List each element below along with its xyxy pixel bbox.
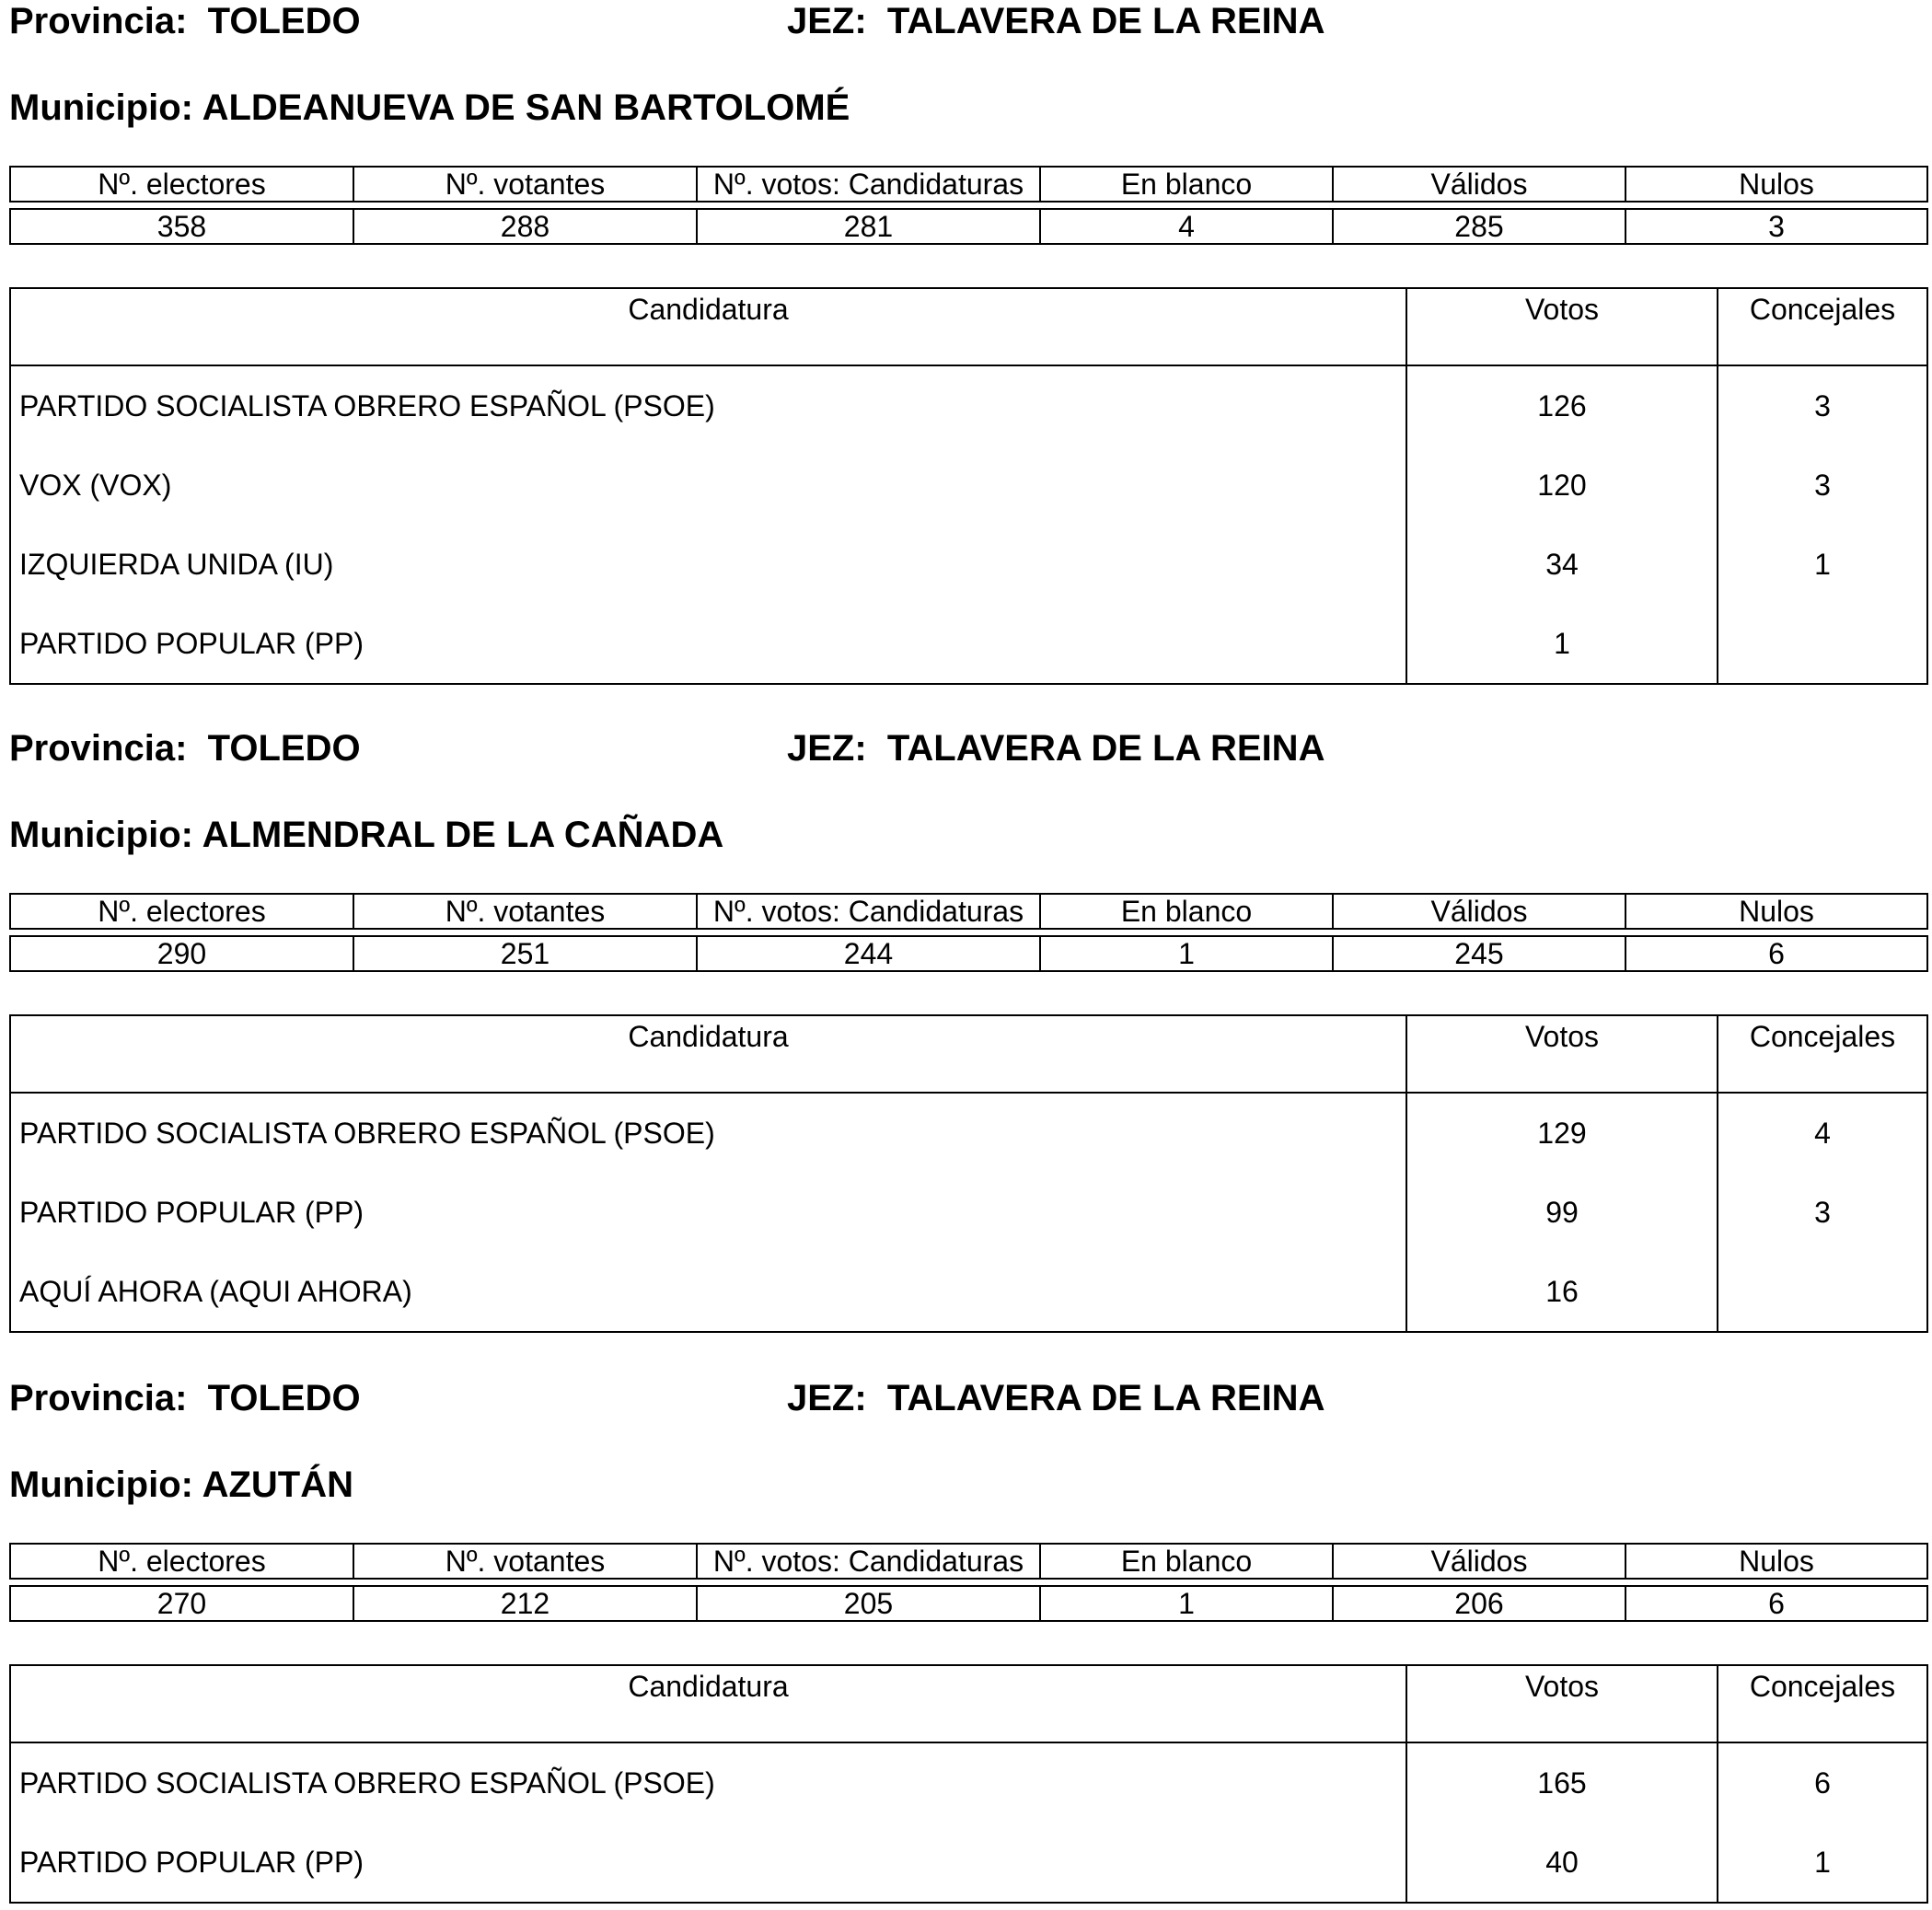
table-row bbox=[10, 1823, 1927, 1903]
candidatura-name: PARTIDO SOCIALISTA OBRERO ESPAÑOL (PSOE) bbox=[10, 1093, 1406, 1173]
stats-header: Nº. votantes bbox=[353, 894, 697, 929]
stats-header-row bbox=[10, 1544, 1927, 1579]
concejales-value: 3 bbox=[1718, 365, 1927, 446]
table-row bbox=[10, 1093, 1927, 1173]
votos-value: 40 bbox=[1406, 1823, 1718, 1903]
provincia-label: Provincia: TOLEDO bbox=[9, 1, 361, 41]
table-row bbox=[10, 1252, 1927, 1332]
municipio-title: Municipio: ALMENDRAL DE LA CAÑADA bbox=[9, 815, 724, 855]
stats-value: 244 bbox=[697, 936, 1040, 971]
concejales-header: Concejales bbox=[1718, 288, 1927, 365]
concejales-header: Concejales bbox=[1718, 1665, 1927, 1742]
stats-value: 6 bbox=[1625, 1586, 1927, 1621]
stats-value-row bbox=[10, 1586, 1927, 1621]
stats-value: 212 bbox=[353, 1586, 697, 1621]
candidatura-name: VOX (VOX) bbox=[10, 446, 1406, 525]
candidaturas-table bbox=[9, 287, 1928, 685]
table-row bbox=[10, 446, 1927, 525]
candidatura-header: Candidatura bbox=[10, 288, 1406, 365]
provincia-label: Provincia: TOLEDO bbox=[9, 728, 361, 769]
candidatura-name: PARTIDO SOCIALISTA OBRERO ESPAÑOL (PSOE) bbox=[10, 365, 1406, 446]
candidatura-name: PARTIDO POPULAR (PP) bbox=[10, 604, 1406, 684]
municipio-title: Municipio: AZUTÁN bbox=[9, 1464, 354, 1505]
votos-value: 120 bbox=[1406, 446, 1718, 525]
jez-label: JEZ: TALAVERA DE LA REINA bbox=[787, 1378, 1325, 1418]
stats-value-row bbox=[10, 209, 1927, 244]
stats-header: Nº. electores bbox=[10, 167, 353, 202]
stats-table bbox=[9, 1543, 1928, 1622]
stats-value: 251 bbox=[353, 936, 697, 971]
stats-table bbox=[9, 166, 1928, 245]
jez-label: JEZ: TALAVERA DE LA REINA bbox=[787, 1, 1325, 41]
stats-value: 1 bbox=[1040, 936, 1333, 971]
votos-value: 126 bbox=[1406, 365, 1718, 446]
votos-value: 34 bbox=[1406, 525, 1718, 604]
stats-header: Nulos bbox=[1625, 167, 1927, 202]
stats-value: 4 bbox=[1040, 209, 1333, 244]
stats-value: 285 bbox=[1333, 209, 1625, 244]
table-row bbox=[10, 1173, 1927, 1252]
municipio-title: Municipio: ALDEANUEVA DE SAN BARTOLOMÉ bbox=[9, 87, 850, 128]
candidatura-name: PARTIDO POPULAR (PP) bbox=[10, 1823, 1406, 1903]
concejales-value: 1 bbox=[1718, 1823, 1927, 1903]
stats-header: Válidos bbox=[1333, 167, 1625, 202]
concejales-value: 3 bbox=[1718, 1173, 1927, 1252]
concejales-value bbox=[1718, 604, 1927, 684]
concejales-value: 1 bbox=[1718, 525, 1927, 604]
stats-header: Nulos bbox=[1625, 1544, 1927, 1579]
votos-value: 16 bbox=[1406, 1252, 1718, 1332]
stats-header: Nº. votos: Candidaturas bbox=[697, 1544, 1040, 1579]
stats-value: 205 bbox=[697, 1586, 1040, 1621]
concejales-value: 3 bbox=[1718, 446, 1927, 525]
stats-header: Nº. electores bbox=[10, 1544, 353, 1579]
candidaturas-header-row bbox=[10, 1665, 1927, 1742]
stats-header: En blanco bbox=[1040, 894, 1333, 929]
stats-header: Nº. votantes bbox=[353, 167, 697, 202]
stats-value: 270 bbox=[10, 1586, 353, 1621]
stats-value: 288 bbox=[353, 209, 697, 244]
stats-header: Nº. votantes bbox=[353, 1544, 697, 1579]
table-row bbox=[10, 1742, 1927, 1823]
concejales-value: 6 bbox=[1718, 1742, 1927, 1823]
jez-label: JEZ: TALAVERA DE LA REINA bbox=[787, 728, 1325, 769]
votos-value: 129 bbox=[1406, 1093, 1718, 1173]
provincia-label: Provincia: TOLEDO bbox=[9, 1378, 361, 1418]
stats-header: En blanco bbox=[1040, 1544, 1333, 1579]
votos-value: 99 bbox=[1406, 1173, 1718, 1252]
concejales-value: 4 bbox=[1718, 1093, 1927, 1173]
stats-value: 3 bbox=[1625, 209, 1927, 244]
stats-value: 206 bbox=[1333, 1586, 1625, 1621]
stats-header: Nº. electores bbox=[10, 894, 353, 929]
stats-header: Válidos bbox=[1333, 894, 1625, 929]
stats-header: En blanco bbox=[1040, 167, 1333, 202]
stats-value: 281 bbox=[697, 209, 1040, 244]
table-row bbox=[10, 604, 1927, 684]
stats-value: 290 bbox=[10, 936, 353, 971]
candidatura-name: PARTIDO POPULAR (PP) bbox=[10, 1173, 1406, 1252]
concejales-value bbox=[1718, 1252, 1927, 1332]
stats-header: Nº. votos: Candidaturas bbox=[697, 894, 1040, 929]
stats-value: 358 bbox=[10, 209, 353, 244]
votos-value: 165 bbox=[1406, 1742, 1718, 1823]
stats-header: Nº. votos: Candidaturas bbox=[697, 167, 1040, 202]
candidatura-header: Candidatura bbox=[10, 1015, 1406, 1093]
votos-value: 1 bbox=[1406, 604, 1718, 684]
section-header bbox=[9, 0, 1926, 42]
stats-header-row bbox=[10, 894, 1927, 929]
section-header bbox=[9, 1377, 1926, 1419]
votos-header: Votos bbox=[1406, 1665, 1718, 1742]
section-header bbox=[9, 727, 1926, 770]
stats-value-row bbox=[10, 936, 1927, 971]
candidatura-header: Candidatura bbox=[10, 1665, 1406, 1742]
candidatura-name: IZQUIERDA UNIDA (IU) bbox=[10, 525, 1406, 604]
stats-header: Nulos bbox=[1625, 894, 1927, 929]
candidaturas-header-row bbox=[10, 288, 1927, 365]
candidatura-name: PARTIDO SOCIALISTA OBRERO ESPAÑOL (PSOE) bbox=[10, 1742, 1406, 1823]
stats-value: 1 bbox=[1040, 1586, 1333, 1621]
candidatura-name: AQUÍ AHORA (AQUI AHORA) bbox=[10, 1252, 1406, 1332]
votos-header: Votos bbox=[1406, 288, 1718, 365]
stats-header-row bbox=[10, 167, 1927, 202]
stats-header: Válidos bbox=[1333, 1544, 1625, 1579]
table-row bbox=[10, 365, 1927, 446]
table-row bbox=[10, 525, 1927, 604]
stats-value: 6 bbox=[1625, 936, 1927, 971]
votos-header: Votos bbox=[1406, 1015, 1718, 1093]
candidaturas-header-row bbox=[10, 1015, 1927, 1093]
candidaturas-table bbox=[9, 1664, 1928, 1904]
stats-table bbox=[9, 893, 1928, 972]
concejales-header: Concejales bbox=[1718, 1015, 1927, 1093]
stats-value: 245 bbox=[1333, 936, 1625, 971]
candidaturas-table bbox=[9, 1014, 1928, 1333]
